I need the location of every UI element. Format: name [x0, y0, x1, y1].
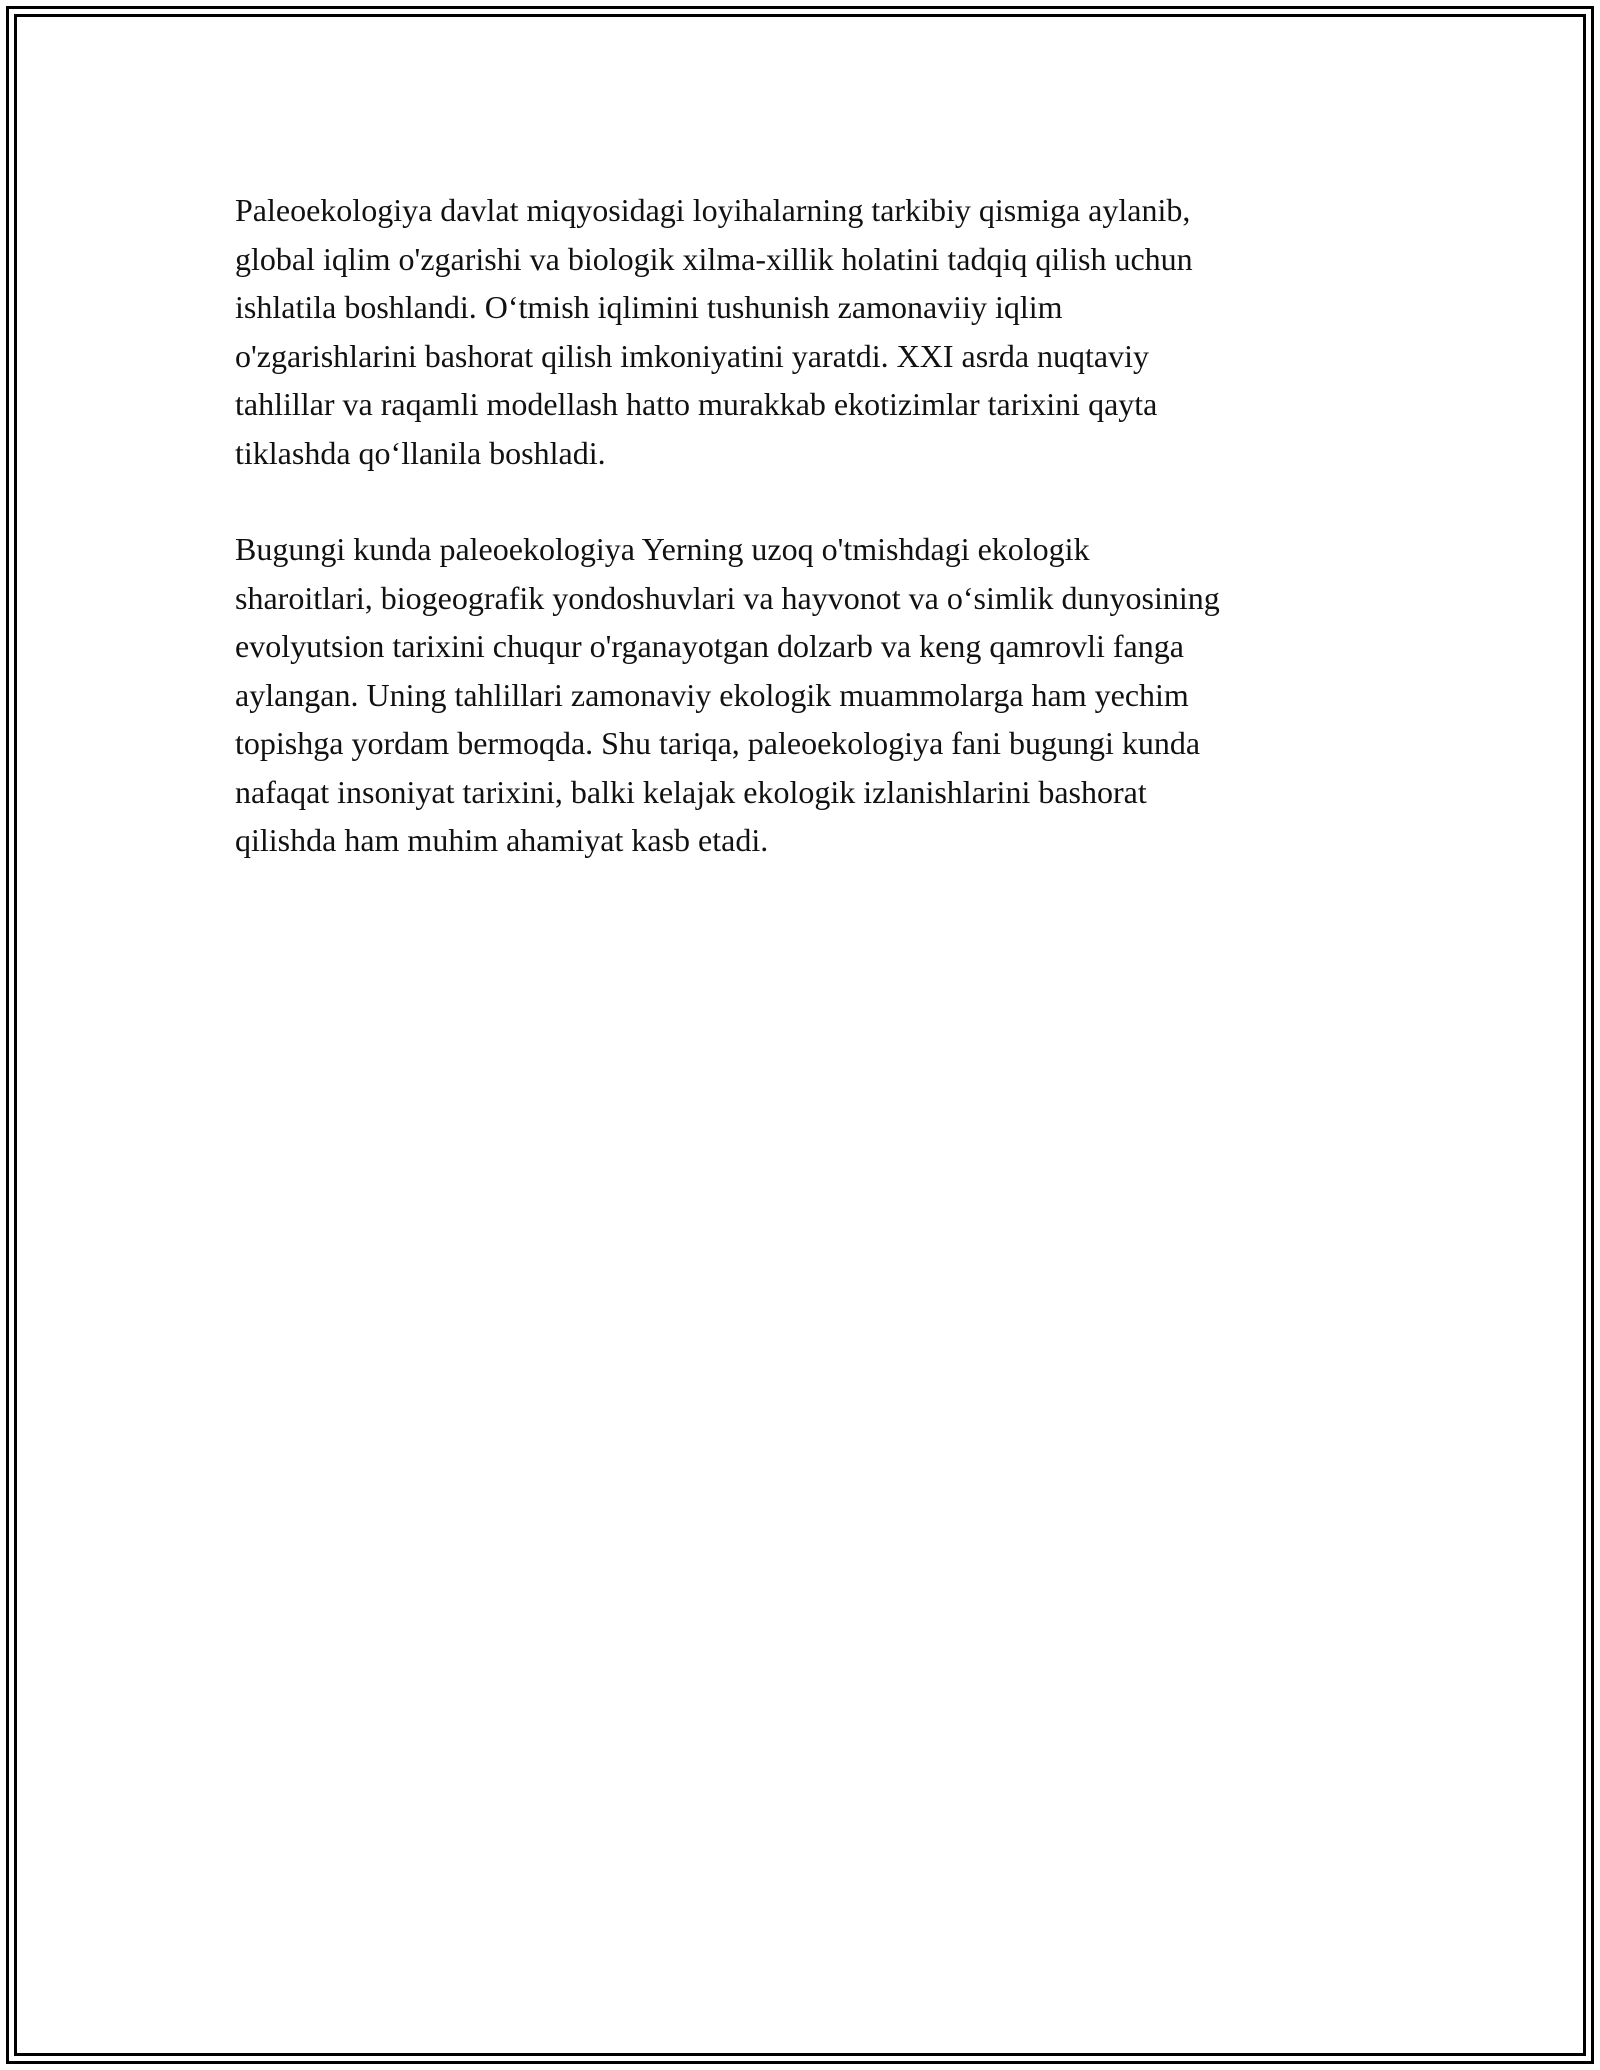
paragraph-1: Paleoekologiya davlat miqyosidagi loyihalarning tarkibiy qismiga aylanib, global iqlim o'zgarishi va biologik xilma-xillik holatini tadqiq qilish uchun ishlatila boshlandi. O‘tmish iqlimini tushunish zamonaviiy iqlim o'zgarishlarini bashorat qilish imkoniyatini yaratdi. XXI asrda nuqtaviy tahlillar va raqamli modellash hatto murakkab ekotizimlar tarixini qayta tiklashda qo‘llanila boshladi.	[235, 192, 1193, 471]
document-body	[235, 186, 1385, 913]
paragraph-2: Bugungi kunda paleoekologiya Yerning uzoq o'tmishdagi ekologik sharoitlari, biogeografik yondoshuvlari va hayvonot va o‘simlik dunyosining evolyutsion tarixini chuqur o'rganayotgan dolzarb va keng qamrovli fanga aylangan. Uning tahlillari zamonaviy ekologik muammolarga ham yechim topishga yordam bermoqda. Shu tariqa, paleoekologiya fani bugungi kunda nafaqat insoniyat tarixini, balki kelajak ekologik izlanishlarini bashorat qilishda ham muhim ahamiyat kasb etadi.	[235, 531, 1220, 858]
